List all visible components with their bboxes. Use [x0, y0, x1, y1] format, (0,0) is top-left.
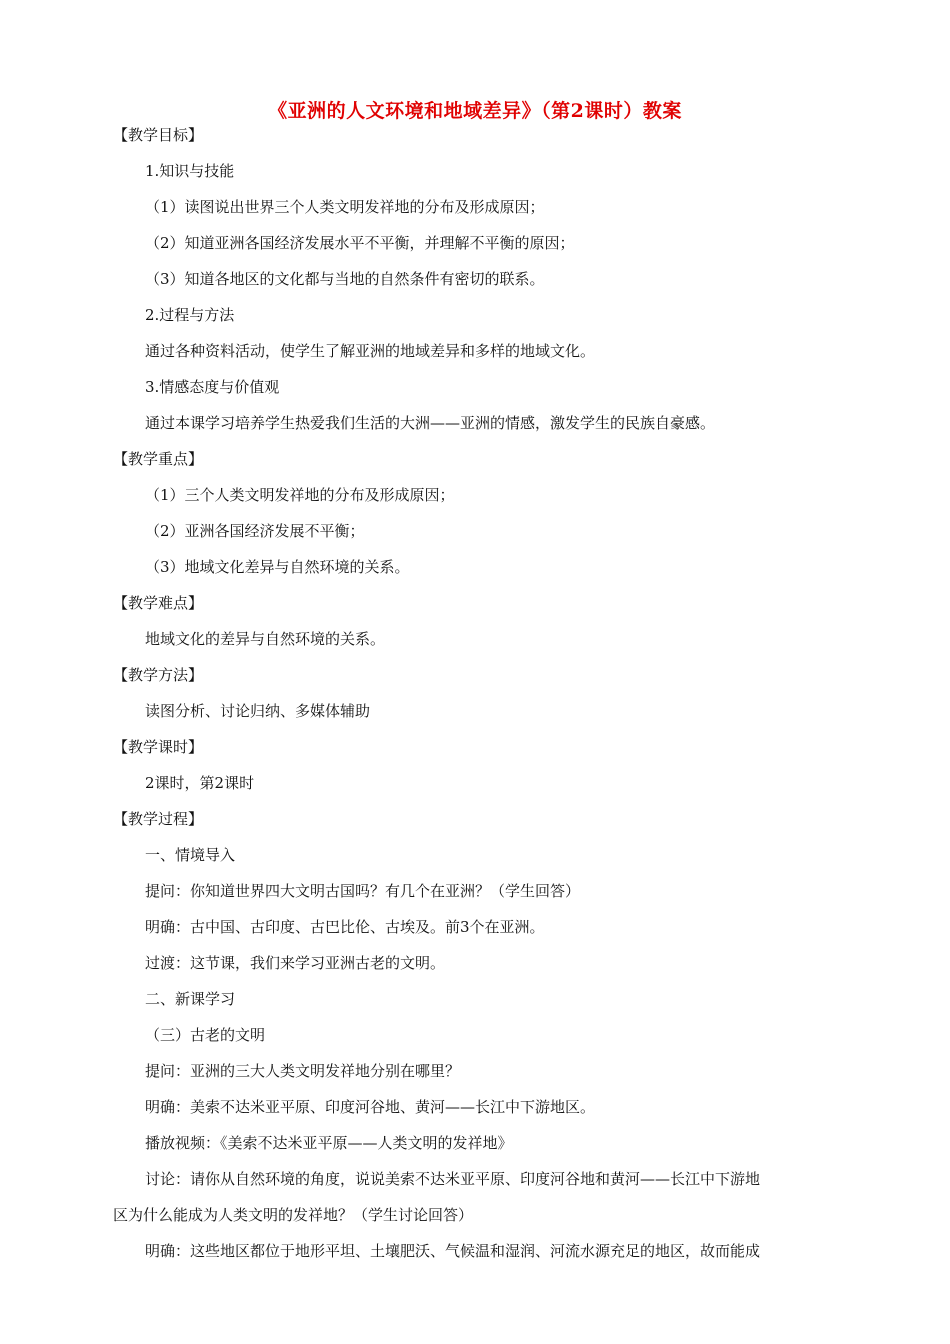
heading-difficulties: 【教学难点】: [113, 594, 204, 612]
paragraph: 过渡：这节课，我们来学习亚洲古老的文明。: [145, 954, 446, 972]
paragraph: （2）知道亚洲各国经济发展水平不平衡，并理解不平衡的原因；: [145, 234, 575, 252]
document-title: 《亚洲的人文环境和地域差异》（第2课时）教案: [268, 100, 682, 122]
heading-methods: 【教学方法】: [113, 666, 204, 684]
heading-key-points: 【教学重点】: [113, 450, 204, 468]
paragraph: （1）读图说出世界三个人类文明发祥地的分布及形成原因；: [145, 198, 545, 216]
paragraph: 地域文化的差异与自然环境的关系。: [145, 630, 386, 648]
paragraph: 读图分析、讨论归纳、多媒体辅助: [145, 702, 371, 720]
subheading: 1.知识与技能: [145, 162, 235, 180]
paragraph: 明确：这些地区都位于地形平坦、土壤肥沃、气候温和湿润、河流水源充足的地区，故而能成: [145, 1242, 761, 1260]
paragraph: 明确：美索不达米亚平原、印度河谷地、黄河——长江中下游地区。: [145, 1098, 596, 1116]
paragraph: 讨论：请你从自然环境的角度，说说美索不达米亚平原、印度河谷地和黄河——长江中下游地: [145, 1170, 761, 1188]
subheading: 2.过程与方法: [145, 306, 235, 324]
paragraph: （3）地域文化差异与自然环境的关系。: [145, 558, 410, 576]
paragraph: （3）知道各地区的文化都与当地的自然条件有密切的联系。: [145, 270, 545, 288]
paragraph: 区为什么能成为人类文明的发祥地？（学生讨论回答）: [113, 1206, 474, 1224]
subheading: 3.情感态度与价值观: [145, 378, 280, 396]
heading-class-hours: 【教学课时】: [113, 738, 204, 756]
paragraph: 通过本课学习培养学生热爱我们生活的大洲——亚洲的情感，激发学生的民族自豪感。: [145, 414, 716, 432]
subheading: 二、新课学习: [145, 990, 236, 1008]
paragraph: 提问：你知道世界四大文明古国吗？有几个在亚洲？（学生回答）: [145, 882, 581, 900]
heading-process: 【教学过程】: [113, 810, 204, 828]
paragraph: （1）三个人类文明发祥地的分布及形成原因；: [145, 486, 455, 504]
paragraph: 通过各种资料活动，使学生了解亚洲的地域差异和多样的地域文化。: [145, 342, 596, 360]
heading-teaching-goals: 【教学目标】: [113, 126, 204, 144]
paragraph: 提问：亚洲的三大人类文明发祥地分别在哪里？: [145, 1062, 461, 1080]
subheading: （三）古老的文明: [145, 1026, 266, 1044]
paragraph: 明确：古中国、古印度、古巴比伦、古埃及。前3个在亚洲。: [145, 918, 545, 936]
paragraph: （2）亚洲各国经济发展不平衡；: [145, 522, 365, 540]
subheading: 一、情境导入: [145, 846, 236, 864]
paragraph: 2课时，第2课时: [145, 774, 255, 792]
paragraph: 播放视频：《美索不达米亚平原——人类文明的发祥地》: [145, 1134, 513, 1152]
